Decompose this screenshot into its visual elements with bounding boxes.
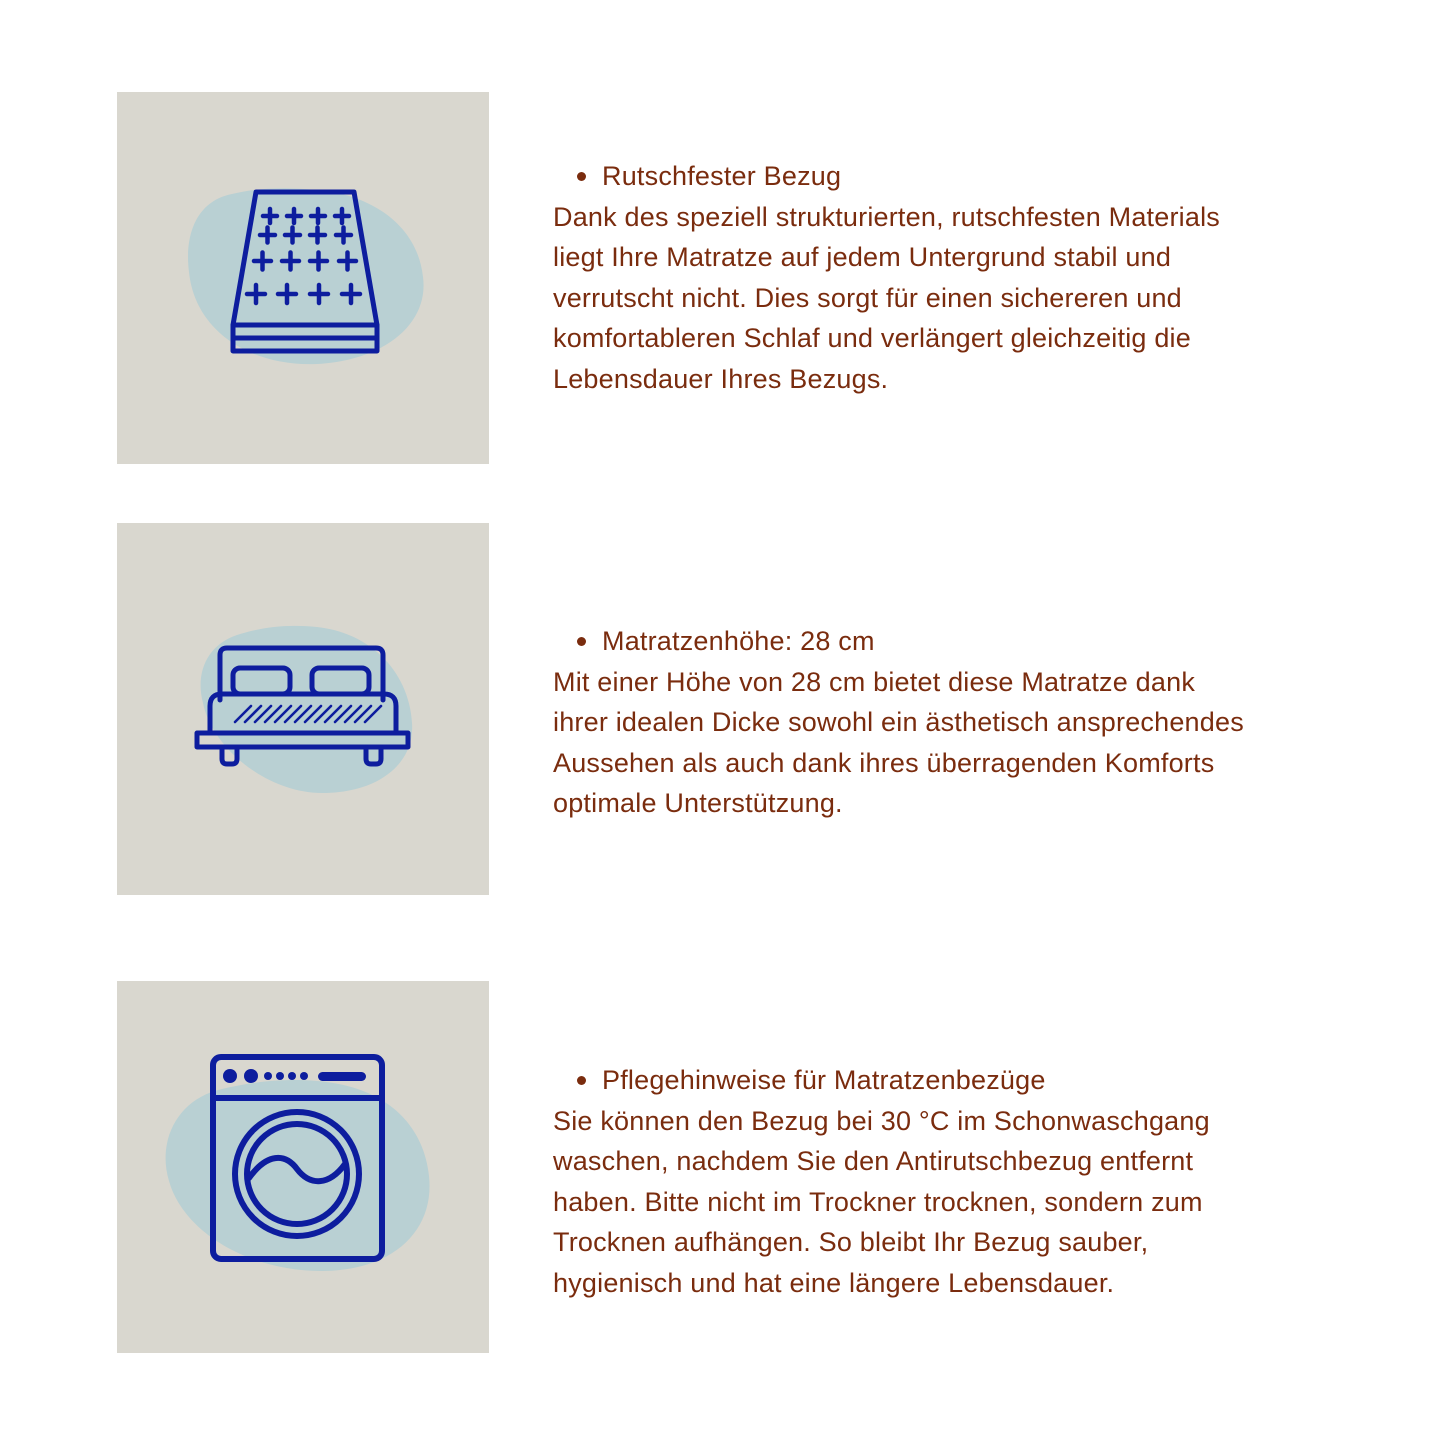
description-line: optimale Unterstützung. <box>553 788 843 818</box>
description-line: hygienisch und hat eine längere Lebensdauer. <box>553 1267 1115 1298</box>
bullet-icon <box>577 172 586 181</box>
feature-title-line <box>553 1060 1393 1101</box>
feature-description <box>553 662 1393 824</box>
mattress-icon <box>117 92 489 464</box>
washing-machine-icon <box>117 981 489 1353</box>
description-line: Dank des speziell strukturierten, rutschfesten Materials <box>553 201 1220 232</box>
description-line: liegt Ihre Matratze auf jedem Untergrund stabil und <box>553 242 1172 272</box>
feature-title-line <box>553 156 1393 197</box>
feature-description <box>553 1101 1393 1304</box>
feature-title: Matratzenhöhe: 28 cm <box>602 626 875 656</box>
feature-text-height <box>553 621 1393 824</box>
feature-text-anti-slip <box>553 156 1393 399</box>
feature-title: Pflegehinweise für Matratzenbezüge <box>602 1065 1046 1095</box>
description-line: verrutscht nicht. Dies sorgt für einen sichereren und <box>553 282 1182 313</box>
bed-icon-tile <box>117 523 489 895</box>
feature-description <box>553 197 1393 400</box>
description-line: Trocknen aufhängen. So bleibt Ihr Bezug sauber, <box>553 1227 1149 1257</box>
bullet-icon <box>577 1076 586 1085</box>
description-line: haben. Bitte nicht im Trockner trocknen, sondern zum <box>553 1186 1203 1217</box>
bed-icon <box>117 523 489 895</box>
description-line: waschen, nachdem Sie den Antirutschbezug entfernt <box>553 1146 1194 1176</box>
washing-machine-icon-tile <box>117 981 489 1353</box>
description-line: ihrer idealen Dicke sowohl ein ästhetisch ansprechendes <box>553 707 1244 737</box>
feature-title: Rutschfester Bezug <box>602 161 842 191</box>
bullet-icon <box>577 637 586 646</box>
description-line: Lebensdauer Ihres Bezugs. <box>553 363 889 394</box>
description-line: komfortableren Schlaf und verlängert gleichzeitig die <box>553 323 1191 353</box>
mattress-icon-tile <box>117 92 489 464</box>
description-line: Mit einer Höhe von 28 cm bietet diese Matratze dank <box>553 666 1196 697</box>
feature-text-care <box>553 1060 1393 1303</box>
description-line: Aussehen als auch dank ihres überragenden Komforts <box>553 747 1215 778</box>
feature-title-line <box>553 621 1393 662</box>
description-line: Sie können den Bezug bei 30 °C im Schonwaschgang <box>553 1105 1210 1136</box>
